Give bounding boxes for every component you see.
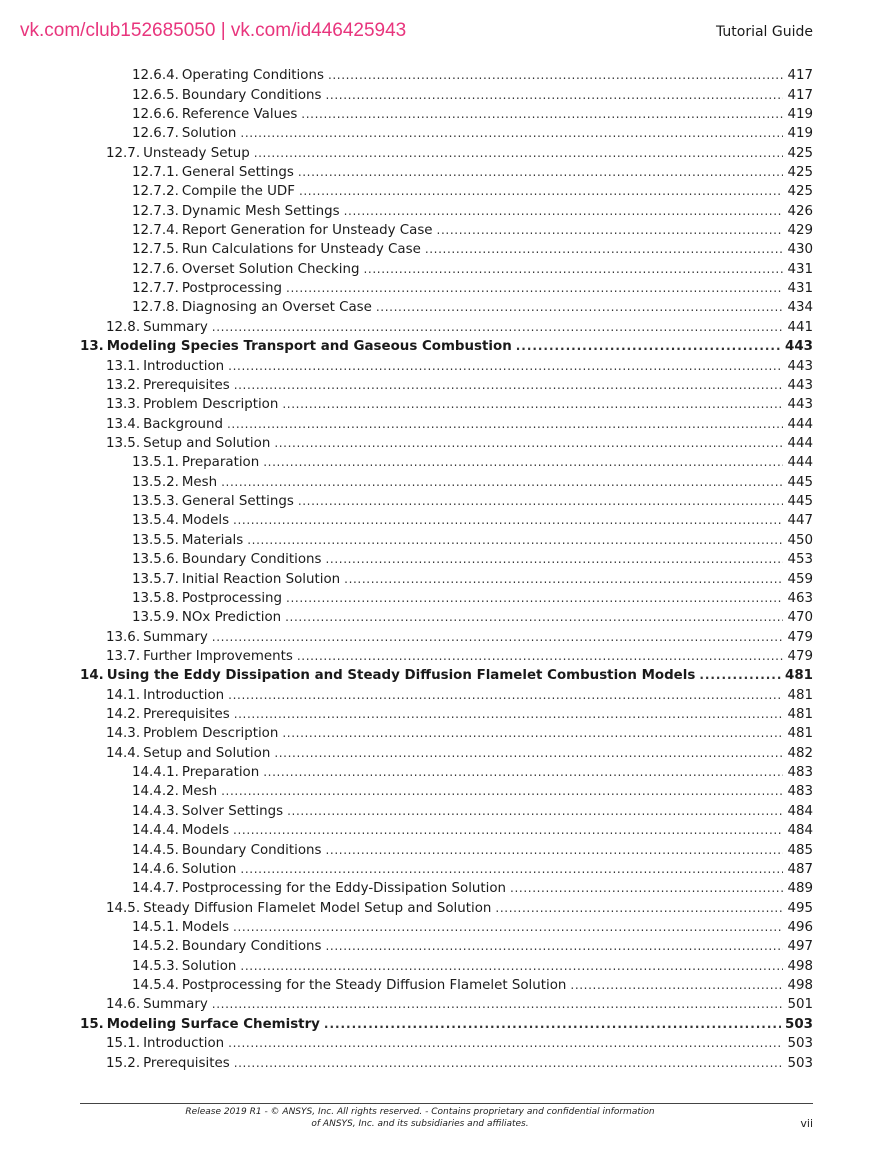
toc-dot-leader	[254, 144, 784, 163]
toc-entry[interactable]	[80, 318, 813, 337]
toc-entry-page[interactable]: 481	[787, 726, 813, 742]
footer-line-2: of ANSYS, Inc. and its subsidiaries and affiliates.	[311, 1119, 529, 1129]
toc-entry-page[interactable]: 419	[787, 106, 813, 122]
toc-dot-leader	[425, 240, 784, 259]
toc-entry-number: 15.1.	[106, 1036, 141, 1052]
toc-entry-page[interactable]: 498	[787, 958, 813, 974]
toc-entry-page[interactable]: 445	[787, 474, 813, 490]
toc-entry-title[interactable]: Mesh	[181, 784, 218, 800]
toc-entry[interactable]	[80, 666, 813, 685]
toc-entry-title[interactable]: Mesh	[181, 474, 218, 490]
toc-entry-number: 12.7.	[106, 145, 141, 161]
toc-dot-leader	[274, 744, 783, 763]
toc-entry-page[interactable]: 425	[787, 184, 813, 200]
toc-entry-number: 13.	[80, 339, 104, 355]
toc-entry-title[interactable]: Reference Values	[181, 106, 298, 122]
toc-entry[interactable]	[80, 840, 813, 859]
toc-entry-title[interactable]: Problem Description	[143, 726, 279, 742]
toc-entry-page[interactable]: 503	[785, 1016, 813, 1032]
toc-entry-page[interactable]: 481	[787, 707, 813, 723]
toc-entry[interactable]	[80, 550, 813, 569]
toc-entry[interactable]	[80, 473, 813, 492]
toc-entry-number: 14.5.4.	[132, 978, 179, 994]
toc-entry[interactable]	[80, 260, 813, 279]
toc-entry-title[interactable]: Compile the UDF	[181, 184, 295, 200]
toc-entry[interactable]	[80, 66, 813, 85]
toc-entry[interactable]	[80, 898, 813, 917]
toc-entry-title[interactable]: Postprocessing	[181, 281, 283, 297]
toc-dot-leader	[495, 899, 783, 918]
toc-entry-page[interactable]: 483	[787, 765, 813, 781]
toc-entry-page[interactable]: 425	[787, 145, 813, 161]
toc-entry[interactable]	[80, 163, 813, 182]
toc-entry-page[interactable]: 495	[787, 900, 813, 916]
toc-entry[interactable]	[80, 879, 813, 898]
toc-entry[interactable]	[80, 860, 813, 879]
toc-dot-leader	[282, 724, 783, 743]
footer-divider	[80, 1103, 813, 1104]
toc-entry[interactable]	[80, 918, 813, 937]
toc-entry[interactable]	[80, 202, 813, 221]
toc-entry-number: 14.5.3.	[132, 958, 179, 974]
toc-entry-page[interactable]: 417	[787, 68, 813, 84]
toc-entry-page[interactable]: 496	[787, 919, 813, 935]
toc-dot-leader	[240, 957, 783, 976]
toc-entry-page[interactable]: 447	[787, 513, 813, 529]
toc-entry-page[interactable]: 481	[787, 687, 813, 703]
toc-dot-leader	[247, 531, 783, 550]
toc-dot-leader	[325, 550, 783, 569]
toc-entry-number: 12.6.5.	[132, 87, 179, 103]
toc-entry-title[interactable]: Steady Diffusion Flamelet Model Setup and Solution	[143, 900, 492, 916]
toc-entry[interactable]	[80, 744, 813, 763]
toc-entry-number: 14.1.	[106, 687, 141, 703]
toc-dot-leader	[212, 628, 784, 647]
toc-entry-page[interactable]: 444	[787, 455, 813, 471]
toc-entry-title[interactable]: Models	[181, 919, 230, 935]
toc-entry-page[interactable]: 453	[787, 552, 813, 568]
toc-entry-number: 13.6.	[106, 629, 141, 645]
toc-entry-title[interactable]: Modeling Surface Chemistry	[106, 1016, 320, 1032]
toc-entry-number: 13.7.	[106, 648, 141, 664]
toc-entry-number: 14.4.3.	[132, 803, 179, 819]
toc-entry-number: 14.	[80, 668, 104, 684]
toc-dot-leader	[228, 357, 783, 376]
toc-entry[interactable]	[80, 434, 813, 453]
toc-dot-leader	[570, 976, 783, 995]
header-title: Tutorial Guide	[715, 24, 813, 40]
toc-entry-page[interactable]: 443	[787, 377, 813, 393]
page-number: vii	[800, 1117, 813, 1130]
toc-entry-title[interactable]: Models	[181, 823, 230, 839]
toc-entry-page[interactable]: 445	[787, 494, 813, 510]
toc-entry-title[interactable]: Overset Solution Checking	[181, 261, 360, 277]
toc-entry-number: 14.4.6.	[132, 861, 179, 877]
toc-dot-leader	[364, 260, 784, 279]
toc-entry[interactable]	[80, 569, 813, 588]
toc-entry[interactable]	[80, 453, 813, 472]
toc-entry-page[interactable]: 484	[787, 803, 813, 819]
toc-dot-leader	[221, 782, 783, 801]
toc-entry[interactable]	[80, 782, 813, 801]
toc-entry-title[interactable]: Postprocessing for the Eddy-Dissipation Solution	[181, 881, 507, 897]
toc-entry[interactable]	[80, 763, 813, 782]
toc-entry-number: 14.5.	[106, 900, 141, 916]
toc-dot-leader	[234, 705, 784, 724]
toc-entry-page[interactable]: 443	[787, 397, 813, 413]
toc-dot-leader	[325, 937, 783, 956]
toc-entry[interactable]	[80, 105, 813, 124]
toc-dot-leader	[298, 163, 784, 182]
toc-entry-title[interactable]: Solution	[181, 861, 237, 877]
watermark-text: vk.com/club152685050 | vk.com/id446425943	[20, 20, 407, 41]
toc-entry-title[interactable]: Prerequisites	[143, 707, 230, 723]
toc-dot-leader	[228, 1034, 783, 1053]
toc-entry-number: 12.7.3.	[132, 203, 179, 219]
toc-dot-leader	[240, 124, 783, 143]
toc-dot-leader	[233, 821, 783, 840]
toc-dot-leader	[233, 918, 783, 937]
toc-dot-leader	[699, 666, 781, 685]
toc-entry[interactable]	[80, 608, 813, 627]
toc-dot-leader	[233, 511, 783, 530]
toc-dot-leader	[227, 415, 783, 434]
toc-entry[interactable]	[80, 821, 813, 840]
toc-entry-title[interactable]: Summary	[143, 319, 208, 335]
toc-dot-leader	[263, 453, 783, 472]
toc-entry-title[interactable]: Background	[143, 416, 223, 432]
toc-entry[interactable]	[80, 976, 813, 995]
toc-dot-leader	[344, 202, 784, 221]
toc-entry-number: 12.7.1.	[132, 164, 179, 180]
toc-entry-title[interactable]: Postprocessing	[181, 590, 283, 606]
toc-entry-page[interactable]: 429	[787, 223, 813, 239]
toc-entry-title[interactable]: Summary	[143, 997, 208, 1013]
toc-entry-number: 15.	[80, 1016, 104, 1032]
toc-entry-number: 13.5.1.	[132, 455, 179, 471]
toc-entry[interactable]	[80, 705, 813, 724]
toc-entry-page[interactable]: 481	[785, 668, 813, 684]
toc-entry-page[interactable]: 426	[787, 203, 813, 219]
toc-entry-title[interactable]: Postprocessing for the Steady Diffusion Flamelet Solution	[181, 978, 567, 994]
toc-entry[interactable]	[80, 85, 813, 104]
toc-dot-leader	[437, 221, 784, 240]
toc-dot-leader	[212, 995, 784, 1014]
toc-entry-page[interactable]: 444	[787, 436, 813, 451]
toc-dot-leader	[282, 395, 783, 414]
toc-entry-title[interactable]: Boundary Conditions	[181, 87, 322, 103]
toc-entry-title[interactable]: Introduction	[143, 358, 225, 374]
toc-entry-number: 14.4.1.	[132, 765, 179, 781]
toc-entry-number: 13.5.9.	[132, 610, 179, 626]
toc-entry-title[interactable]: Further Improvements	[143, 648, 293, 664]
toc-entry-title[interactable]: Materials	[181, 532, 244, 548]
toc-dot-leader	[234, 376, 784, 395]
toc-entry-number: 13.5.3.	[132, 494, 179, 510]
footer-copyright	[80, 1106, 760, 1130]
toc-entry-page[interactable]: 479	[787, 648, 813, 664]
toc-entry-page[interactable]: 484	[787, 823, 813, 839]
toc-entry-page[interactable]: 463	[787, 590, 813, 606]
toc-entry[interactable]	[80, 1034, 813, 1053]
toc-entry[interactable]	[80, 995, 813, 1014]
toc-entry-page[interactable]: 470	[787, 610, 813, 626]
toc-entry[interactable]	[80, 1015, 813, 1034]
toc-dot-leader	[228, 686, 783, 705]
toc-entry-title[interactable]: General Settings	[181, 494, 294, 510]
toc-entry-number: 14.5.2.	[132, 939, 179, 955]
toc-dot-leader	[297, 647, 784, 666]
toc-entry-page[interactable]: 483	[787, 784, 813, 800]
toc-entry-page[interactable]: 434	[787, 300, 813, 316]
toc-entry-page[interactable]: 501	[787, 997, 813, 1013]
toc-entry[interactable]	[80, 511, 813, 530]
toc-entry-page[interactable]: 443	[787, 358, 813, 374]
toc-entry-title[interactable]: NOx Prediction	[181, 610, 282, 626]
toc-entry-number: 14.6.	[106, 997, 141, 1013]
toc-entry-number: 13.5.	[106, 436, 141, 451]
toc-entry-number: 12.7.2.	[132, 184, 179, 200]
toc-entry-title[interactable]: Models	[181, 513, 230, 529]
toc-dot-leader	[221, 473, 783, 492]
toc-entry-number: 12.6.6.	[132, 106, 179, 122]
toc-dot-leader	[510, 879, 783, 898]
toc-entry[interactable]	[80, 356, 813, 375]
toc-entry-number: 12.7.7.	[132, 281, 179, 297]
toc-entry-number: 14.2.	[106, 707, 141, 723]
toc-entry-number: 12.6.7.	[132, 126, 179, 142]
toc-entry[interactable]	[80, 143, 813, 162]
toc-dot-leader	[240, 860, 783, 879]
toc-entry-title[interactable]: Unsteady Setup	[143, 145, 250, 161]
toc-entry-page[interactable]: 431	[787, 261, 813, 277]
toc-entry-number: 13.3.	[106, 397, 141, 413]
toc-entry-number: 12.7.4.	[132, 223, 179, 239]
toc-entry-number: 14.5.1.	[132, 919, 179, 935]
toc-entry-number: 13.5.6.	[132, 552, 179, 568]
toc-entry-number: 13.5.7.	[132, 571, 179, 587]
toc-dot-leader	[344, 570, 783, 589]
toc-entry[interactable]	[80, 492, 813, 511]
toc-entry[interactable]	[80, 182, 813, 201]
toc-entry-number: 12.7.6.	[132, 261, 179, 277]
toc-entry-title[interactable]: Dynamic Mesh Settings	[181, 203, 340, 219]
toc-entry-number: 13.5.2.	[132, 474, 179, 490]
toc-dot-leader	[376, 298, 784, 317]
toc-entry-title[interactable]: Run Calculations for Unsteady Case	[181, 242, 421, 258]
toc-dot-leader	[287, 802, 783, 821]
toc-entry-page[interactable]: 485	[787, 842, 813, 858]
toc-entry[interactable]	[80, 298, 813, 317]
toc-dot-leader	[516, 337, 781, 356]
toc-entry-title[interactable]: Boundary Conditions	[181, 552, 322, 568]
toc-dot-leader	[212, 318, 784, 337]
toc-entry-page[interactable]: 450	[787, 532, 813, 548]
toc-entry-number: 14.3.	[106, 726, 141, 742]
toc-entry-page[interactable]: 430	[787, 242, 813, 258]
toc-entry[interactable]	[80, 279, 813, 298]
toc-entry[interactable]	[80, 337, 813, 356]
toc-entry-title[interactable]: Introduction	[143, 687, 225, 703]
toc-entry[interactable]	[80, 395, 813, 414]
toc-entry[interactable]	[80, 531, 813, 550]
toc-entry-title[interactable]: Preparation	[181, 765, 260, 781]
toc-entry[interactable]	[80, 724, 813, 743]
toc-entry-title[interactable]: General Settings	[181, 164, 294, 180]
toc-entry-number: 13.1.	[106, 358, 141, 374]
toc-entry-title[interactable]: Boundary Conditions	[181, 939, 322, 955]
toc-entry-title[interactable]: Solver Settings	[181, 803, 284, 819]
toc-entry-number: 14.4.7.	[132, 881, 179, 897]
toc-entry-page[interactable]: 459	[787, 571, 813, 587]
toc-dot-leader	[285, 608, 783, 627]
toc-entry[interactable]	[80, 414, 813, 433]
toc-dot-leader	[301, 105, 783, 124]
toc-dot-leader	[325, 86, 783, 105]
toc-entry-title[interactable]: Setup and Solution	[143, 745, 271, 761]
toc-entry-title[interactable]: Prerequisites	[143, 1055, 230, 1071]
toc-entry-number: 13.2.	[106, 377, 141, 393]
toc-dot-leader	[274, 434, 783, 453]
toc-entry[interactable]	[80, 686, 813, 705]
toc-entry-number: 12.6.4.	[132, 68, 179, 84]
toc-entry-number: 12.7.5.	[132, 242, 179, 258]
toc-entry-title[interactable]: Operating Conditions	[181, 68, 324, 84]
toc-entry-number: 13.5.8.	[132, 590, 179, 606]
toc-dot-leader	[234, 1054, 784, 1073]
toc-entry-title[interactable]: Problem Description	[143, 397, 279, 413]
toc-entry-page[interactable]: 489	[787, 881, 813, 897]
toc-entry-title[interactable]: Preparation	[181, 455, 260, 471]
toc-dot-leader	[286, 589, 783, 608]
toc-entry[interactable]	[80, 802, 813, 821]
toc-entry-page[interactable]: 419	[787, 126, 813, 142]
toc-entry-title[interactable]: Solution	[181, 958, 237, 974]
toc-dot-leader	[263, 763, 783, 782]
toc-entry[interactable]	[80, 957, 813, 976]
table-of-contents	[80, 66, 813, 1073]
toc-entry-title[interactable]: Boundary Conditions	[181, 842, 322, 858]
toc-entry-page[interactable]: 441	[787, 319, 813, 335]
toc-entry-title[interactable]: Introduction	[143, 1036, 225, 1052]
toc-entry-number: 12.8.	[106, 319, 141, 335]
toc-entry[interactable]	[80, 240, 813, 259]
toc-dot-leader	[298, 492, 784, 511]
toc-entry-page[interactable]: 431	[787, 281, 813, 297]
toc-entry-page[interactable]: 417	[787, 87, 813, 103]
toc-entry-number: 12.7.8.	[132, 300, 179, 316]
toc-entry-number: 14.4.2.	[132, 784, 179, 800]
toc-entry-number: 15.2.	[106, 1055, 141, 1071]
toc-entry[interactable]	[80, 627, 813, 646]
toc-entry-title[interactable]: Setup and Solution	[143, 436, 271, 451]
toc-entry[interactable]	[80, 937, 813, 956]
toc-entry-title[interactable]: Modeling Species Transport and Gaseous Combustion	[106, 339, 512, 355]
toc-entry-page[interactable]: 425	[787, 164, 813, 180]
toc-entry-title[interactable]: Solution	[181, 126, 237, 142]
toc-entry-number: 13.5.5.	[132, 532, 179, 548]
toc-entry-number: 13.5.4.	[132, 513, 179, 529]
toc-entry-title[interactable]: Diagnosing an Overset Case	[181, 300, 372, 316]
toc-entry-title[interactable]: Using the Eddy Dissipation and Steady Diffusion Flamelet Combustion Models	[106, 668, 696, 684]
toc-entry[interactable]	[80, 589, 813, 608]
toc-entry-number: 14.4.4.	[132, 823, 179, 839]
toc-entry-page[interactable]: 487	[787, 861, 813, 877]
toc-entry[interactable]	[80, 376, 813, 395]
toc-entry-title[interactable]: Initial Reaction Solution	[181, 571, 341, 587]
toc-dot-leader	[299, 182, 784, 201]
toc-entry-page[interactable]: 479	[787, 629, 813, 645]
toc-entry[interactable]	[80, 1053, 813, 1072]
toc-entry[interactable]	[80, 221, 813, 240]
toc-entry[interactable]	[80, 124, 813, 143]
toc-entry-page[interactable]: 443	[785, 339, 813, 355]
toc-dot-leader	[324, 1015, 781, 1034]
toc-entry-page[interactable]: 482	[787, 745, 813, 761]
toc-entry-page[interactable]: 503	[787, 1055, 813, 1071]
toc-dot-leader	[325, 841, 783, 860]
toc-entry-number: 14.4.	[106, 745, 141, 761]
toc-entry-number: 14.4.5.	[132, 842, 179, 858]
toc-entry-page[interactable]: 498	[787, 978, 813, 994]
footer-line-1: Release 2019 R1 - © ANSYS, Inc. All rights reserved. - Contains proprietary and confidential information	[185, 1107, 655, 1117]
toc-entry-page[interactable]: 497	[787, 939, 813, 955]
toc-entry-page[interactable]: 444	[787, 416, 813, 432]
toc-dot-leader	[286, 279, 783, 298]
toc-dot-leader	[328, 66, 783, 85]
toc-entry-page[interactable]: 503	[787, 1036, 813, 1052]
toc-entry-title[interactable]: Summary	[143, 629, 208, 645]
toc-entry-title[interactable]: Prerequisites	[143, 377, 230, 393]
toc-entry[interactable]	[80, 647, 813, 666]
toc-entry-number: 13.4.	[106, 416, 141, 432]
toc-entry-title[interactable]: Report Generation for Unsteady Case	[181, 223, 433, 239]
